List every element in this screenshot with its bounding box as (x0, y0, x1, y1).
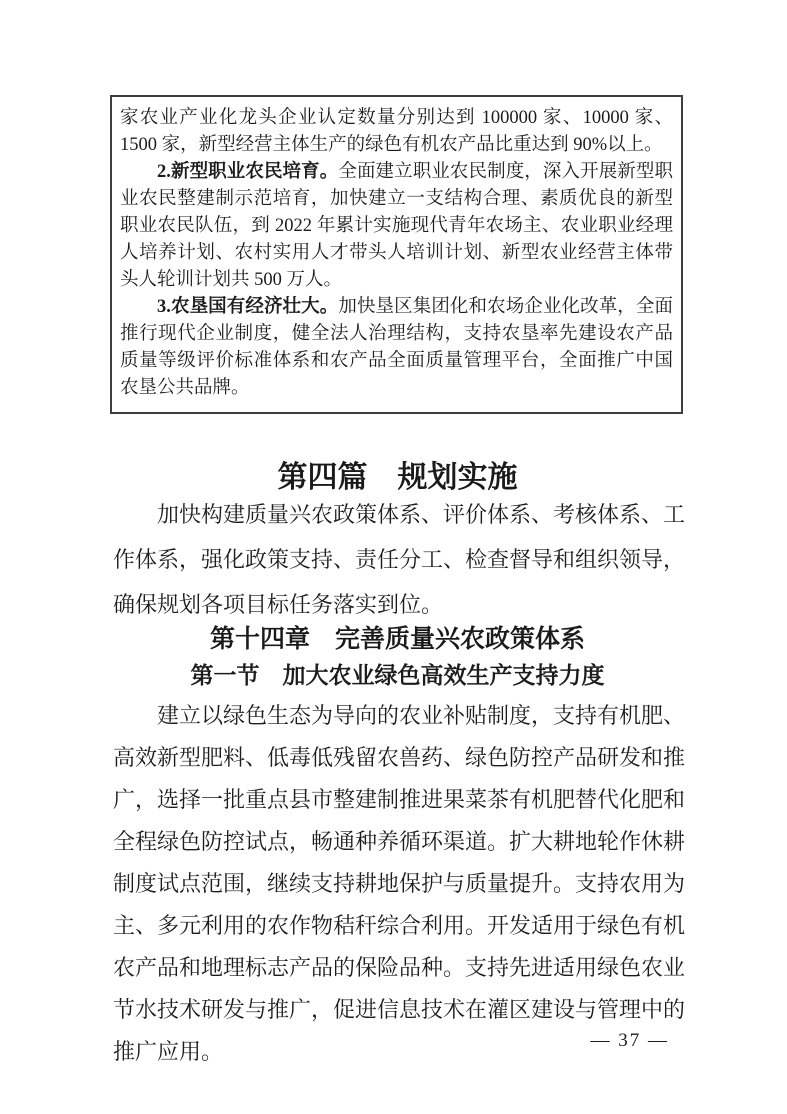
box-paragraph-2-body: 全面建立职业农民制度，深入开展新型职业农民整建制示范培育，加快建立一支结构合理、素质优良的新型职业农民队伍，到 2022 年累计实施现代青年农场主、农业职业经理人培养计划、农村实用人才带头人培训计划、新型农业经营主体带头人轮训计划共 500 万人。 (120, 162, 673, 290)
body-paragraph: 建立以绿色生态为导向的农业补贴制度，支持有机肥、高效新型肥料、低毒低残留农兽药、绿色防控产品研发和推广，选择一批重点县市整建制推进果菜茶有机肥替代化肥和全程绿色防控试点，畅通种养循环渠道。扩大耕地轮作休耕制度试点范围，继续支持耕地保护与质量提升。支持农用为主、多元利用的农作物秸秆综合利用。开发适用于绿色有机农产品和地理标志产品的保险品种。支持先进适用绿色农业节水技术研发与推广，促进信息技术在灌区建设与管理中的推广应用。 (113, 703, 686, 1064)
box-paragraph-2 (120, 159, 673, 294)
box-paragraph-continuation: 家农业产业化龙头企业认定数量分别达到 100000 家、10000 家、1500 家，新型经营主体生产的绿色有机农产品比重达到 90%以上。 (120, 108, 673, 155)
box-paragraph-2-lead: 2.新型职业农民培育。 (157, 162, 339, 182)
box-paragraph-3-lead: 3.农垦国有经济壮大。 (157, 297, 339, 317)
page-number: — 37 — (590, 1030, 669, 1051)
box-paragraph-3-body: 加快垦区集团化和农场企业化改革，全面推行现代企业制度，健全法人治理结构，支持农垦率先建设农产品质量等级评价标准体系和农产品全面质量管理平台，全面推广中国农垦公共品牌。 (120, 297, 673, 398)
part-heading: 第四篇 规划实施 (277, 461, 518, 494)
box-paragraph-3 (120, 294, 673, 402)
chapter-heading: 第十四章 完善质量兴农政策体系 (209, 625, 585, 653)
intro-paragraph: 加快构建质量兴农政策体系、评价体系、考核体系、工作体系，强化政策支持、责任分工、检查督导和组织领导，确保规划各项目标任务落实到位。 (113, 502, 686, 617)
section-heading: 第一节 加大农业绿色高效生产支持力度 (190, 663, 605, 688)
callout-box (110, 95, 683, 414)
